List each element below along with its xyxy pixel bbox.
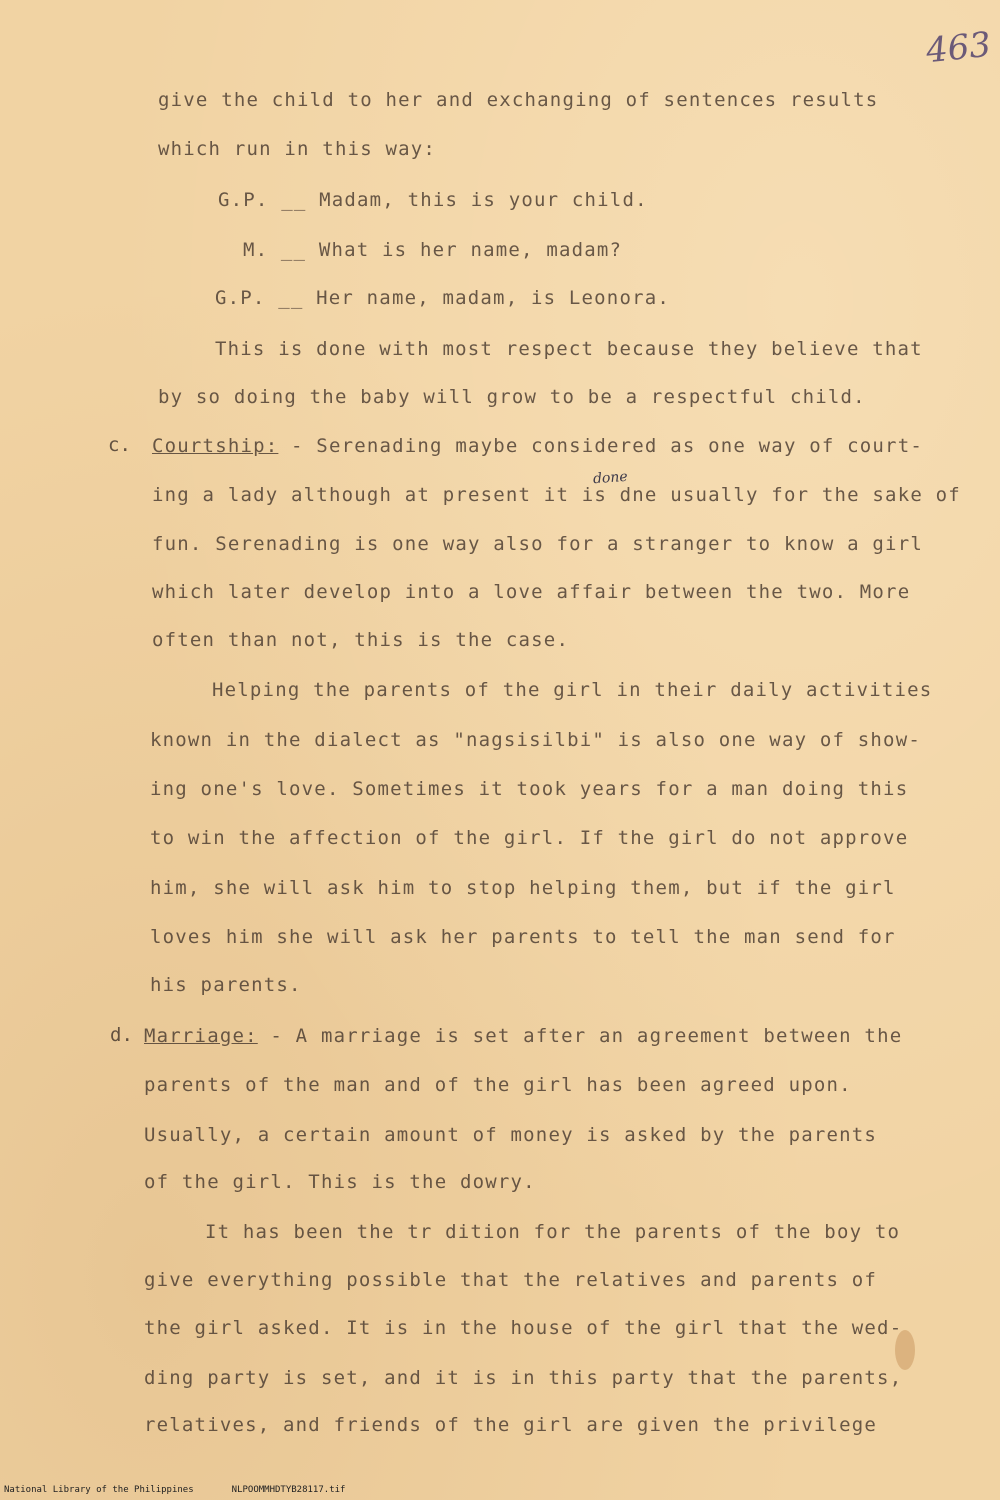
dialogue-line: G.P. __ Her name, madam, is Leonora.: [215, 287, 671, 309]
section-marker: d.: [110, 1024, 133, 1046]
paper-stain: [895, 1330, 915, 1370]
text-line: known in the dialect as "nagsisilbi" is also one way of show-: [150, 729, 921, 751]
text-line: which later develop into a love affair between the two. More: [152, 581, 911, 603]
dialogue-line: M. __ What is her name, madam?: [243, 239, 623, 261]
marriage-heading: Marriage:: [144, 1025, 258, 1047]
text-line: him, she will ask him to stop helping them, but if the girl: [150, 877, 896, 899]
text-line: fun. Serenading is one way also for a stranger to know a girl: [152, 533, 923, 555]
text-fragment: - A marriage is set after an agreement between the: [257, 1025, 903, 1047]
text-line: ing a lady although at present it is dne usually for the sake of: [152, 484, 961, 506]
handwritten-insert: done: [592, 468, 629, 488]
page-number: 463: [924, 24, 993, 72]
text-line: give the child to her and exchanging of sentences results: [158, 89, 879, 111]
text-line: by so doing the baby will grow to be a respectful child.: [158, 386, 866, 408]
courtship-first-line: [152, 434, 923, 458]
text-line: the girl asked. It is in the house of the girl that the wed-: [144, 1317, 903, 1339]
text-line: ding party is set, and it is in this party that the parents,: [144, 1367, 903, 1389]
text-line: of the girl. This is the dowry.: [144, 1171, 536, 1193]
dialogue-line: G.P. __ Madam, this is your child.: [218, 189, 648, 211]
marriage-first-line: [144, 1024, 902, 1048]
text-line: his parents.: [150, 974, 302, 996]
text-line: It has been the tr dition for the parents of the boy to: [205, 1221, 901, 1243]
text-line: Helping the parents of the girl in their daily activities: [212, 679, 933, 701]
text-line: This is done with most respect because they believe that: [215, 338, 923, 360]
text-line: to win the affection of the girl. If the girl do not approve: [150, 827, 909, 849]
text-line: often than not, this is the case.: [152, 629, 570, 651]
footer-filename: NLPOOMMHDTYB28117.tif: [231, 1485, 346, 1495]
section-marker: c.: [108, 434, 131, 456]
text-line: give everything possible that the relatives and parents of: [144, 1269, 878, 1291]
text-line: parents of the man and of the girl has been agreed upon.: [144, 1074, 852, 1096]
text-line: ing one's love. Sometimes it took years for a man doing this: [150, 778, 909, 800]
courtship-heading: Courtship:: [152, 435, 279, 457]
scan-footer: [4, 1485, 383, 1495]
text-line: which run in this way:: [158, 138, 437, 160]
text-fragment: - Serenading maybe considered as one way of court-: [278, 435, 923, 457]
footer-institution: National Library of the Philippines: [4, 1485, 194, 1495]
text-line: relatives, and friends of the girl are given the privilege: [144, 1414, 878, 1436]
text-line: loves him she will ask her parents to tell the man send for: [150, 926, 896, 948]
text-line: Usually, a certain amount of money is asked by the parents: [144, 1124, 878, 1146]
